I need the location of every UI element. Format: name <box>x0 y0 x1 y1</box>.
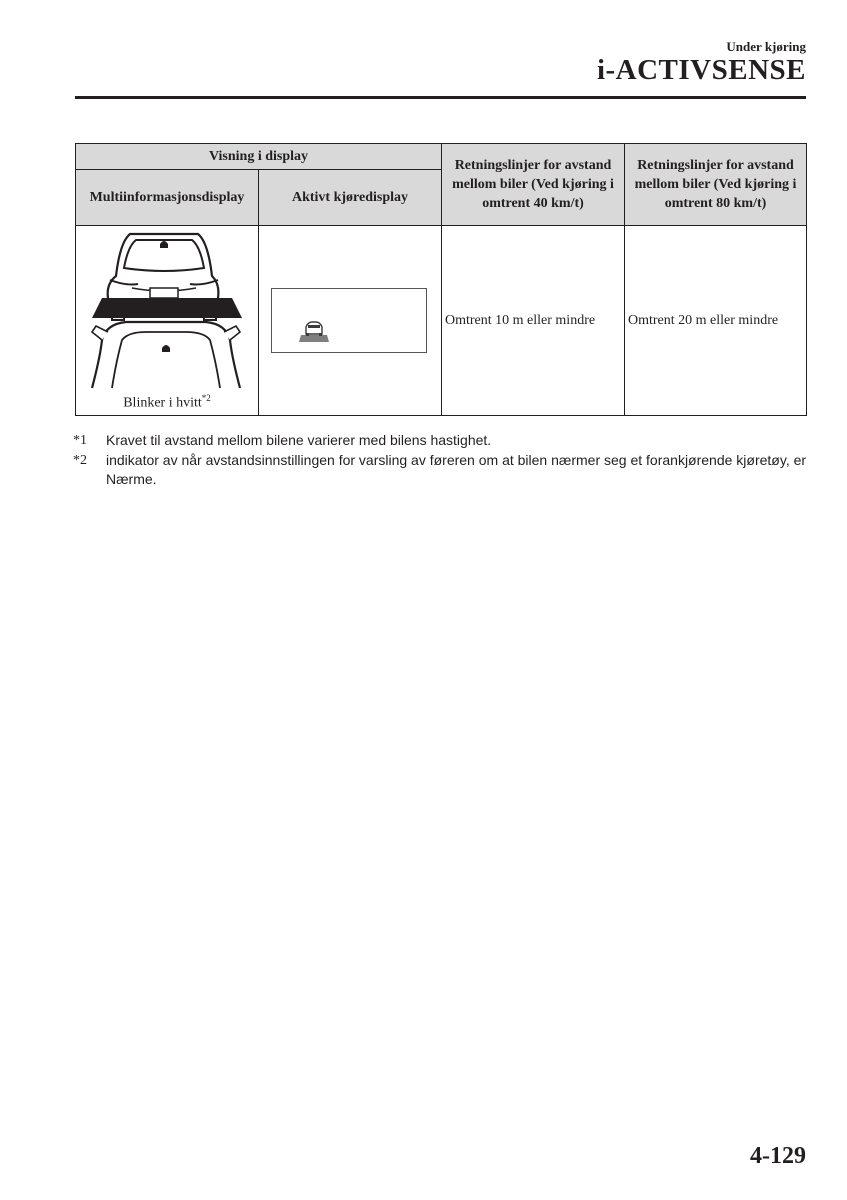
blink-caption: Blinker i hvitt$^{*2}$ <box>123 393 211 411</box>
footnote <box>73 451 813 490</box>
footnote-text: Kravet til avstand mellom bilene varierer med bilens hastighet. <box>106 432 492 448</box>
active-driving-display-header: Aktivt kjøredisplay <box>259 170 442 226</box>
car-following-illustration-icon <box>86 228 246 393</box>
page-number: 4-129 <box>750 1143 806 1169</box>
footnote <box>73 431 813 451</box>
display-group-header: Visning i display <box>76 144 442 170</box>
distance-guide-table <box>75 143 807 416</box>
multi-info-display-cell <box>76 226 259 416</box>
guide-80-value: Omtrent 20 m eller mindre <box>625 226 807 416</box>
guide-80-header: Retningslinjer for avstand mellom biler (Ved kjøring i omtrent 80 km/t) <box>625 144 807 226</box>
guide-40-value: Omtrent 10 m eller mindre <box>442 226 625 416</box>
header-rule <box>75 96 806 99</box>
multi-info-display-header: Multiinformasjonsdisplay <box>76 170 259 226</box>
chapter-title: i-ACTIVSENSE <box>596 54 806 86</box>
section-label: Under kjøring <box>726 39 806 54</box>
footnote-mark: *2 <box>73 452 87 468</box>
footnote-mark: *1 <box>73 433 87 448</box>
vehicle-distance-icon <box>299 320 329 342</box>
guide-40-header: Retningslinjer for avstand mellom biler (Ved kjøring i omtrent 40 km/t) <box>442 144 625 226</box>
active-driving-display-cell <box>259 226 442 416</box>
footnotes <box>73 431 813 490</box>
footnote-text: indikator av når avstandsinnstillingen for varsling av føreren om at bilen nærmer seg et forankjørende kjøretøy, er Nærme. <box>106 451 807 487</box>
active-driving-display-frame <box>271 288 427 353</box>
